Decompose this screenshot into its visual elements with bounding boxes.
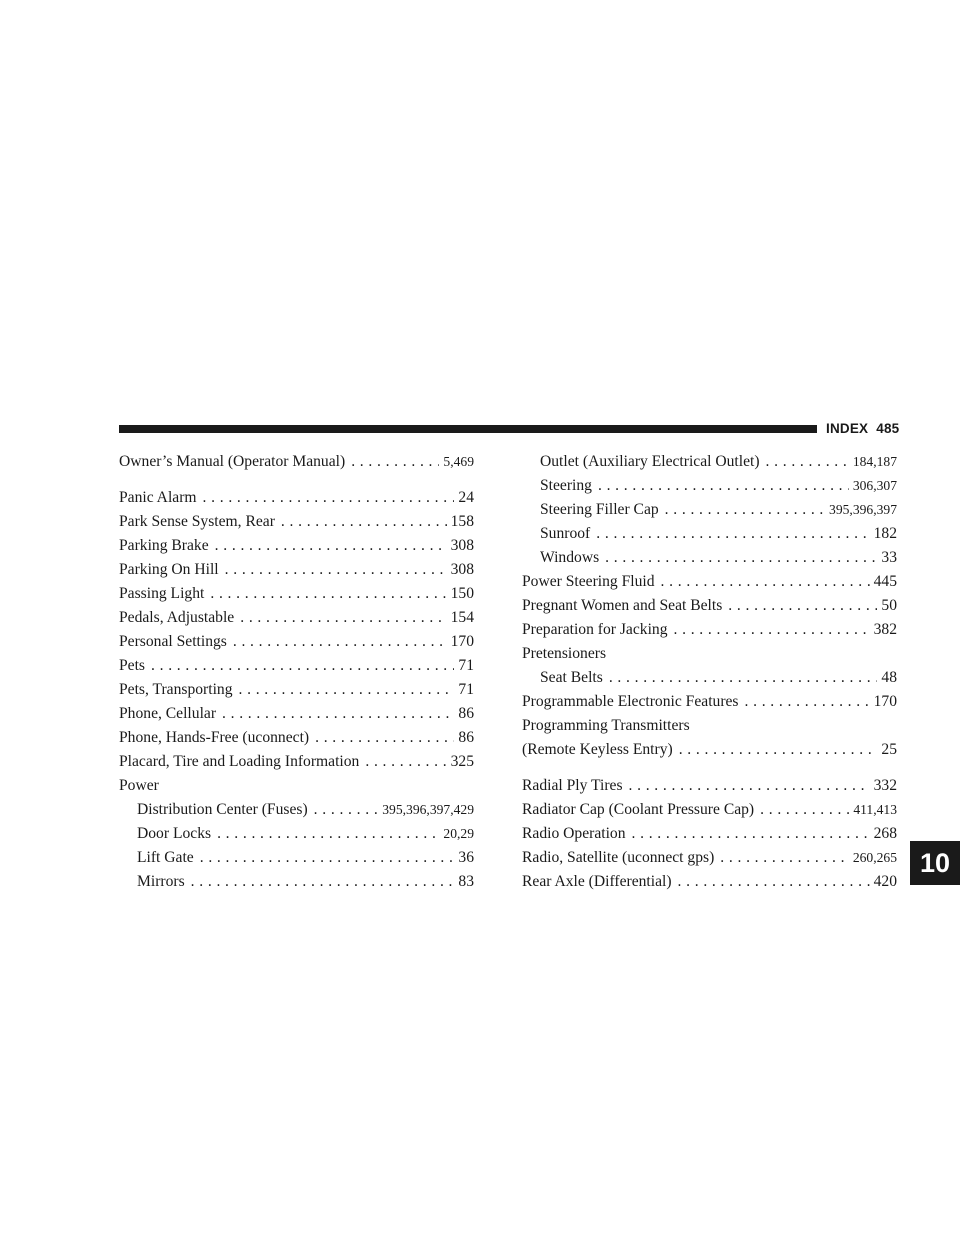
entry-label: Preparation for Jacking [522, 621, 668, 638]
entry-label: Parking On Hill [119, 561, 219, 578]
entry-page-ref[interactable]: 411,413 [853, 802, 897, 817]
dot-leader [200, 846, 455, 870]
entry-label: Pets [119, 657, 145, 674]
dot-leader [766, 450, 849, 474]
entry-label: Panic Alarm [119, 489, 197, 506]
entry-page-ref[interactable]: 50 [881, 597, 897, 614]
entry-page-ref[interactable]: 182 [873, 525, 897, 542]
dot-leader [629, 774, 870, 798]
dot-leader [728, 594, 877, 618]
entry-page-ref[interactable]: 420 [873, 873, 897, 890]
dot-leader [678, 870, 870, 894]
entry-page-ref[interactable]: 332 [873, 777, 897, 794]
dot-leader [674, 618, 870, 642]
dot-leader [760, 798, 849, 822]
index-entry [522, 546, 897, 570]
dot-leader [365, 750, 446, 774]
entry-label: Phone, Hands-Free (uconnect) [119, 729, 310, 746]
entry-label: Pedals, Adjustable [119, 609, 235, 626]
index-entry [119, 582, 474, 606]
entry-label: Distribution Center (Fuses) [137, 801, 308, 818]
entry-label: Programming Transmitters [522, 717, 690, 734]
index-entry [119, 678, 474, 702]
index-entry [119, 822, 474, 846]
entry-label: Park Sense System, Rear [119, 513, 275, 530]
header-rule [119, 425, 817, 433]
entry-page-ref[interactable]: 86 [458, 729, 474, 746]
index-entry [119, 870, 474, 894]
entry-page-ref[interactable]: 445 [873, 573, 897, 590]
index-column-left [119, 450, 474, 894]
index-entry [522, 846, 897, 870]
index-entry [522, 498, 897, 522]
entry-label: Pregnant Women and Seat Belts [522, 597, 723, 614]
entry-label: Steering Filler Cap [540, 501, 659, 518]
dot-leader [217, 822, 439, 846]
dot-leader [203, 486, 455, 510]
entry-label: (Remote Keyless Entry) [522, 741, 673, 758]
entry-label: Outlet (Auxiliary Electrical Outlet) [540, 453, 760, 470]
entry-label: Pretensioners [522, 645, 607, 662]
index-entry [522, 822, 897, 846]
dot-leader [151, 654, 454, 678]
entry-page-ref[interactable]: 382 [873, 621, 897, 638]
entry-label: Placard, Tire and Loading Information [119, 753, 360, 770]
index-entry [522, 570, 897, 594]
index-entry [119, 774, 474, 798]
dot-leader [661, 570, 870, 594]
entry-label: Pets, Transporting [119, 681, 233, 698]
dot-leader [596, 522, 869, 546]
dot-leader [315, 726, 454, 750]
entry-label: Radio Operation [522, 825, 626, 842]
entry-page-ref[interactable]: 170 [450, 633, 474, 650]
entry-label: Radial Ply Tires [522, 777, 623, 794]
dot-leader [745, 690, 870, 714]
entry-label: Seat Belts [540, 669, 603, 686]
index-entry [522, 666, 897, 690]
entry-page-ref[interactable]: 154 [450, 609, 474, 626]
index-column-right [522, 450, 897, 894]
entry-label: Programmable Electronic Features [522, 693, 739, 710]
entry-label: Personal Settings [119, 633, 227, 650]
entry-page-ref[interactable]: 170 [873, 693, 897, 710]
index-entry [119, 558, 474, 582]
running-header [826, 421, 899, 436]
entry-label: Lift Gate [137, 849, 194, 866]
entry-page-ref[interactable]: 83 [458, 873, 474, 890]
dot-leader [210, 582, 446, 606]
dot-leader [191, 870, 455, 894]
entry-label: Power [119, 777, 159, 794]
entry-page-ref[interactable]: 260,265 [852, 850, 897, 865]
dot-leader [281, 510, 447, 534]
index-entry [522, 474, 897, 498]
index-entry [119, 510, 474, 534]
entry-page-ref[interactable]: 36 [458, 849, 474, 866]
entry-label: Door Locks [137, 825, 212, 842]
page-number: 485 [876, 421, 900, 436]
entry-page-ref[interactable]: 184,187 [852, 454, 897, 469]
index-entry [119, 630, 474, 654]
index-entry [522, 798, 897, 822]
entry-label: Power Steering Fluid [522, 573, 655, 590]
entry-page-ref[interactable]: 86 [458, 705, 474, 722]
entry-page-ref[interactable]: 395,396,397,429 [382, 802, 474, 817]
dot-leader [222, 702, 454, 726]
dot-leader [598, 474, 849, 498]
index-entry [522, 642, 897, 666]
entry-label: Steering [540, 477, 592, 494]
index-entry [119, 846, 474, 870]
dot-leader [632, 822, 870, 846]
dot-leader [605, 546, 877, 570]
index-entry [119, 450, 474, 474]
dot-leader [240, 606, 446, 630]
entry-page-ref[interactable]: 71 [458, 681, 474, 698]
entry-label: Sunroof [540, 525, 591, 542]
dot-leader [314, 798, 379, 822]
entry-page-ref[interactable]: 33 [881, 549, 897, 566]
entry-page-ref[interactable]: 395,396,397 [829, 502, 897, 517]
entry-page-ref[interactable]: 308 [450, 537, 474, 554]
index-entry [119, 726, 474, 750]
dot-leader [215, 534, 447, 558]
entry-page-ref[interactable]: 150 [450, 585, 474, 602]
entry-label: Rear Axle (Differential) [522, 873, 672, 890]
entry-label: Mirrors [137, 873, 185, 890]
index-entry [119, 798, 474, 822]
index-entry [522, 870, 897, 894]
dot-leader [233, 630, 447, 654]
entry-label: Phone, Cellular [119, 705, 217, 722]
dot-leader [679, 738, 878, 762]
chapter-tab[interactable]: 10 [910, 841, 960, 885]
dot-leader [720, 846, 849, 870]
dot-leader [665, 498, 825, 522]
entry-label: Owner’s Manual (Operator Manual) [119, 453, 346, 470]
dot-leader [351, 450, 439, 474]
index-entry [522, 594, 897, 618]
index-entry [119, 654, 474, 678]
entry-page-ref[interactable]: 158 [450, 513, 474, 530]
entry-label: Radio, Satellite (uconnect gps) [522, 849, 715, 866]
dot-leader [225, 558, 447, 582]
entry-page-ref[interactable]: 306,307 [852, 478, 897, 493]
entry-page-ref[interactable]: 308 [450, 561, 474, 578]
entry-label: Windows [540, 549, 600, 566]
index-entry [522, 738, 897, 762]
index-entry [522, 522, 897, 546]
entry-page-ref[interactable]: 5,469 [443, 454, 474, 469]
index-entry [522, 774, 897, 798]
entry-label: Parking Brake [119, 537, 209, 554]
entry-label: Radiator Cap (Coolant Pressure Cap) [522, 801, 755, 818]
dot-leader [239, 678, 455, 702]
index-entry [119, 702, 474, 726]
dot-leader [609, 666, 878, 690]
entry-page-ref[interactable]: 71 [458, 657, 474, 674]
entry-page-ref[interactable]: 268 [873, 825, 897, 842]
section-title: INDEX [826, 421, 869, 436]
index-entry [522, 690, 897, 714]
index-entry [522, 714, 897, 738]
index-entry [522, 450, 897, 474]
entry-page-ref[interactable]: 325 [450, 753, 474, 770]
index-entry [119, 534, 474, 558]
entry-page-ref[interactable]: 48 [881, 669, 897, 686]
index-entry [119, 486, 474, 510]
entry-page-ref[interactable]: 20,29 [443, 826, 474, 841]
entry-page-ref[interactable]: 25 [881, 741, 897, 758]
index-entry [522, 618, 897, 642]
entry-page-ref[interactable]: 24 [458, 489, 474, 506]
entry-label: Passing Light [119, 585, 205, 602]
index-entry [119, 606, 474, 630]
index-entry [119, 750, 474, 774]
